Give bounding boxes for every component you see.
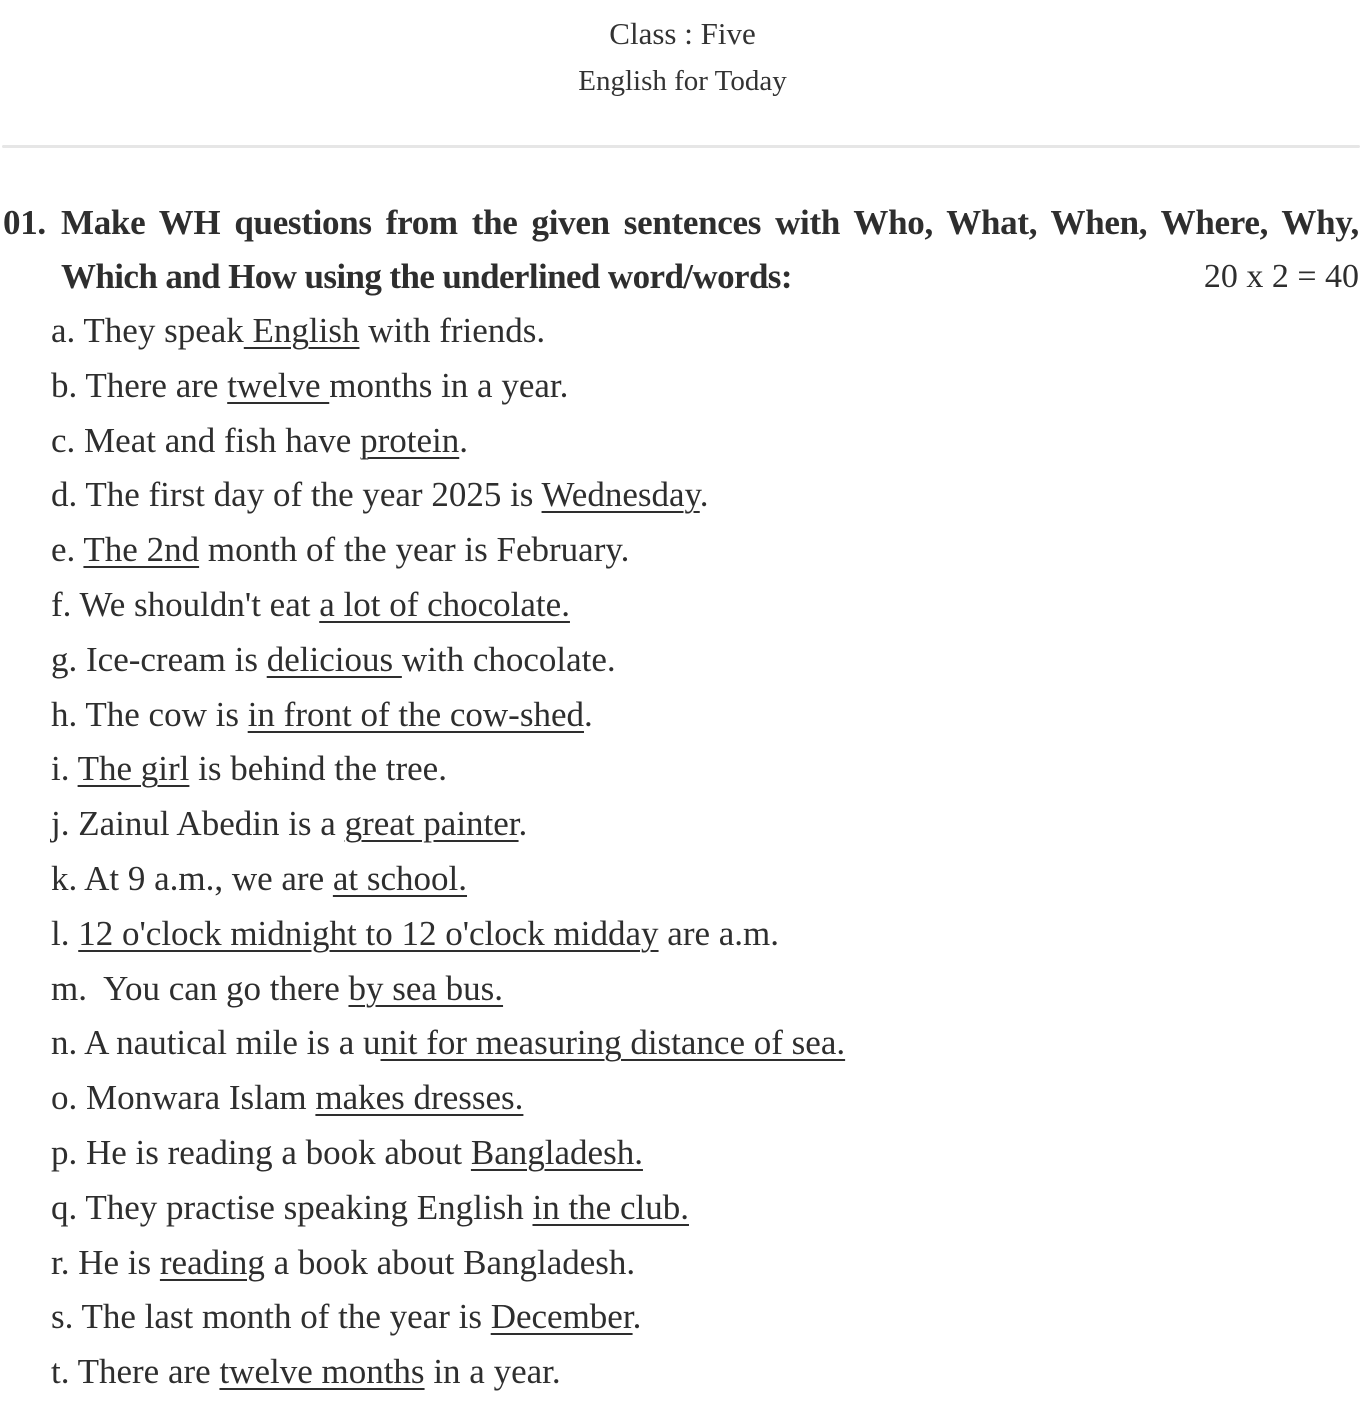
sentence-item <box>51 308 1151 363</box>
sentence-item <box>51 418 1151 473</box>
item-text: We shouldn't eat <box>71 584 320 624</box>
question-instruction-continued <box>61 253 1359 301</box>
underlined-word: Wednesday <box>541 475 700 515</box>
item-text: At 9 a.m., we are <box>77 858 333 898</box>
sentence-item <box>51 1349 1151 1404</box>
item-text-after: are a.m. <box>658 913 780 953</box>
item-text: The cow is <box>77 694 248 734</box>
item-label: q. <box>51 1187 78 1227</box>
underlined-word: twelve months <box>219 1352 425 1392</box>
item-label: k. <box>51 858 78 898</box>
item-label: a. <box>51 311 76 350</box>
item-text: A nautical mile is a u <box>77 1023 381 1063</box>
item-text: They speak <box>75 311 244 350</box>
item-text-after: month of the year is February. <box>199 530 630 570</box>
sentence-item <box>51 527 1151 582</box>
sentence-item <box>51 911 1151 966</box>
item-label: h. <box>51 694 78 734</box>
item-label: o. <box>51 1078 78 1118</box>
item-text <box>69 914 78 953</box>
underlined-word: by sea bus. <box>348 968 504 1008</box>
question-number: 01. <box>3 203 46 242</box>
sentence-item <box>51 856 1151 911</box>
underlined-word: makes dresses. <box>315 1078 524 1118</box>
underlined-word: The 2nd <box>83 530 200 570</box>
sentence-item <box>51 1294 1151 1349</box>
sentence-list <box>51 308 1151 1404</box>
item-text-after: with chocolate. <box>401 639 616 679</box>
item-text: The first day of the year 2025 is <box>77 475 542 515</box>
sentence-item <box>51 472 1151 527</box>
underlined-word: reading <box>159 1242 265 1282</box>
item-label: j. <box>51 804 70 844</box>
underlined-word: Bangladesh. <box>470 1132 643 1172</box>
header-divider <box>2 145 1360 148</box>
item-label: e. <box>51 530 76 570</box>
item-text-after: . <box>459 420 468 460</box>
underlined-word: protein <box>360 420 460 460</box>
item-label: b. <box>51 365 78 405</box>
item-text: He is reading a book about <box>77 1132 471 1172</box>
item-text-after: with friends. <box>359 311 546 350</box>
sentence-item <box>51 1240 1151 1295</box>
item-text: He is <box>69 1242 160 1282</box>
item-label: m. <box>51 968 87 1008</box>
question-instruction <box>3 199 1359 247</box>
marks-distribution: 20 x 2 = 40 <box>1203 258 1359 295</box>
item-text: Monwara Islam <box>77 1078 316 1118</box>
item-label: f. <box>51 584 72 624</box>
item-text: They practise speaking English <box>77 1187 533 1227</box>
item-text: Ice-cream is <box>77 639 267 679</box>
item-label: d. <box>51 475 78 515</box>
item-text-after: months in a year. <box>329 365 569 405</box>
underlined-word: The girl <box>77 749 190 789</box>
underlined-word: twelve <box>227 365 330 405</box>
underlined-word: great painter <box>344 804 519 844</box>
item-label: r. <box>51 1242 70 1282</box>
sentence-item <box>51 1130 1151 1185</box>
item-text-after: . <box>583 694 593 734</box>
underlined-word: at school. <box>332 858 468 898</box>
item-label: c. <box>51 420 76 460</box>
item-text-after: is behind the tree. <box>189 749 447 789</box>
sentence-item <box>51 582 1151 637</box>
item-text: Zainul Abedin is a <box>69 804 345 844</box>
item-text: There are <box>69 1352 220 1392</box>
underlined-word: December <box>490 1297 633 1337</box>
item-text: There are <box>77 365 228 405</box>
sentence-item <box>51 1075 1151 1130</box>
sentence-item <box>51 966 1151 1021</box>
item-label: t. <box>51 1352 70 1392</box>
subject-title: English for Today <box>578 65 787 97</box>
underlined-word: English <box>243 311 360 350</box>
item-text <box>69 749 77 788</box>
underlined-word: 12 o'clock midnight to 12 o'clock midday <box>78 913 659 953</box>
underlined-word: delicious <box>266 639 402 679</box>
underlined-word: in the club. <box>532 1187 689 1227</box>
item-text: You can go there <box>86 968 349 1008</box>
item-text-after: in a year. <box>424 1352 561 1392</box>
item-label: n. <box>51 1023 78 1063</box>
sentence-item <box>51 363 1151 418</box>
item-label: g. <box>51 639 78 679</box>
item-label: p. <box>51 1132 78 1172</box>
item-text-after: a book about Bangladesh. <box>264 1242 636 1282</box>
sentence-item <box>51 1185 1151 1240</box>
item-label: i. <box>51 749 70 789</box>
class-title: Class : Five <box>609 16 756 51</box>
item-label: s. <box>51 1297 74 1337</box>
sentence-item <box>51 637 1151 692</box>
item-text: Meat and fish have <box>75 420 361 460</box>
underlined-word: a lot of chocolate. <box>319 584 570 624</box>
underlined-word: in front of the cow-shed <box>247 694 584 734</box>
item-text-after: . <box>699 475 709 515</box>
item-text: The last month of the year is <box>73 1297 491 1337</box>
instruction-line-2: Which and How using the underlined word/words: <box>61 257 792 296</box>
sentence-item <box>51 746 1151 801</box>
sentence-item <box>51 801 1151 856</box>
underlined-word: nit for measuring distance of sea. <box>380 1023 846 1063</box>
instruction-line-1: Make WH questions from the given sentences with Who, What, When, Where, Why, <box>61 203 1359 242</box>
sentence-item <box>51 1020 1151 1075</box>
item-text-after: . <box>632 1297 642 1337</box>
sentence-item <box>51 692 1151 747</box>
item-text-after: . <box>518 804 528 844</box>
item-label: l. <box>51 913 70 953</box>
